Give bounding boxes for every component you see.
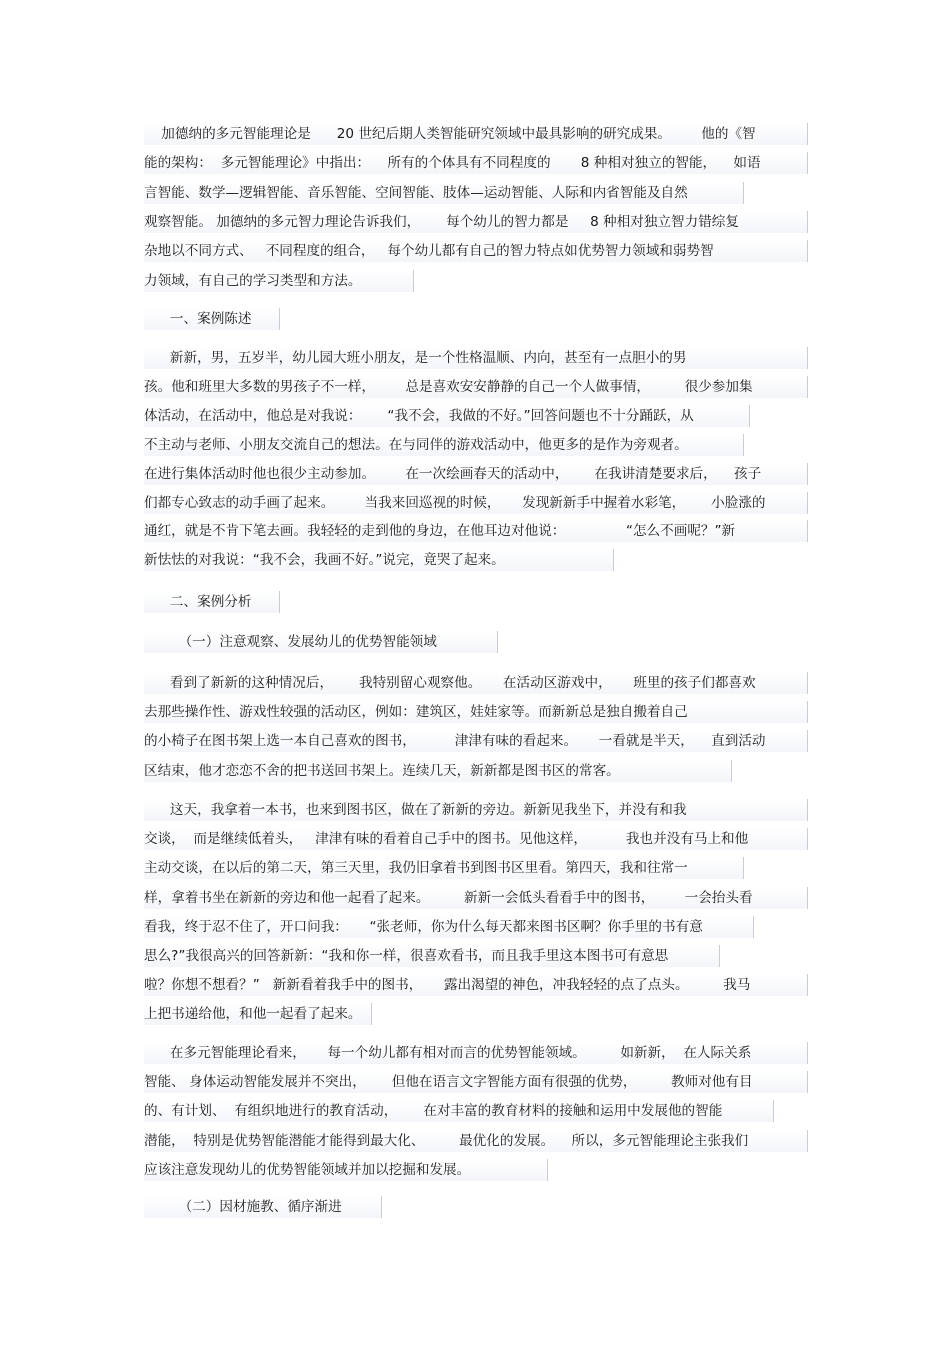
paragraph-line: 应该注意发现幼儿的优势智能领域并加以挖掘和发展。 xyxy=(144,1159,548,1181)
paragraph-line: 能的架构： 多元智能理论》中指出： 所有的个体具有不同程度的 8 种相对独立的智能， 如语 xyxy=(144,152,808,174)
paragraph-line: 的小椅子在图书架上选一本自己喜欢的图书， 津津有味的看起来。 一看就是半天， 直到活动 xyxy=(144,730,808,752)
paragraph-line: 在进行集体活动时他也很少主动参加。 在一次绘画春天的活动中， 在我讲清楚要求后， 孩子 xyxy=(144,463,808,485)
paragraph-line: 样，拿着书坐在新新的旁边和他一起看了起来。 新新一会低头看看手中的图书， 一会抬头看 xyxy=(144,887,808,909)
paragraph-line: 体活动，在活动中，他总是对我说： “我不会，我做的不好。”回答问题也不十分踊跃，从 xyxy=(144,405,750,427)
paragraph-line: 新怯怯的对我说：“我不会，我画不好。”说完，竟哭了起来。 xyxy=(144,549,614,571)
paragraph-line: 去那些操作性、游戏性较强的活动区，例如：建筑区，娃娃家等。而新新总是独自搬着自己 xyxy=(144,701,808,723)
heading-line: （一）注意观察、发展幼儿的优势智能领域 xyxy=(144,631,498,653)
paragraph-line: 加德纳的多元智能理论是 20 世纪后期人类智能研究领域中最具影响的研究成果。 他的《智 xyxy=(144,123,808,145)
paragraph-line: 言智能、数学—逻辑智能、音乐智能、空间智能、肢体—运动智能、人际和内省智能及自然 xyxy=(144,182,744,204)
paragraph-line: 智能、 身体运动智能发展并不突出， 但他在语言文字智能方面有很强的优势， 教师对他有目 xyxy=(144,1071,808,1093)
paragraph-line: 潜能， 特别是优势智能潜能才能得到最大化、 最优化的发展。 所以，多元智能理论主张我们 xyxy=(144,1130,808,1152)
heading-line: （二）因材施教、循序渐进 xyxy=(144,1196,382,1218)
paragraph-line: 在多元智能理论看来， 每一个幼儿都有相对而言的优势智能领域。 如新新， 在人际关系 xyxy=(144,1042,808,1064)
paragraph-line: 这天，我拿着一本书，也来到图书区，做在了新新的旁边。新新见我坐下，并没有和我 xyxy=(144,799,808,821)
paragraph-line: 力领域，有自己的学习类型和方法。 xyxy=(144,270,414,292)
paragraph-line: 主动交谈，在以后的第二天，第三天里，我仍旧拿着书到图书区里看。第四天，我和往常一 xyxy=(144,857,744,879)
paragraph-line: 通红，就是不肯下笔去画。我轻轻的走到他的身边，在他耳边对他说： “怎么不画呢？”新 xyxy=(144,520,808,542)
paragraph-line: 新新，男，五岁半，幼儿园大班小朋友，是一个性格温顺、内向，甚至有一点胆小的男 xyxy=(144,347,808,369)
paragraph-line: 观察智能。 加德纳的多元智力理论告诉我们， 每个幼儿的智力都是 8 种相对独立智力错综复 xyxy=(144,211,808,233)
paragraph-line: 不主动与老师、小朋友交流自己的想法。在与同伴的游戏活动中，他更多的是作为旁观者。 xyxy=(144,434,744,456)
paragraph-line: 的、有计划、 有组织地进行的教育活动， 在对丰富的教育材料的接触和运用中发展他的智能 xyxy=(144,1100,774,1122)
heading-line: 一、案例陈述 xyxy=(144,308,280,330)
paragraph-line: 杂地以不同方式、 不同程度的组合， 每个幼儿都有自己的智力特点如优势智力领域和弱势智 xyxy=(144,240,808,262)
paragraph-line: 上把书递给他，和他一起看了起来。 xyxy=(144,1003,372,1025)
paragraph-line: 看我，终于忍不住了，开口问我： “张老师，你为什么每天都来图书区啊？你手里的书有意 xyxy=(144,916,754,938)
paragraph-line: 啦？你想不想看？” 新新看着我手中的图书， 露出渴望的神色，冲我轻轻的点了点头。 我马 xyxy=(144,974,808,996)
paragraph-line: 交谈， 而是继续低着头， 津津有味的看着自己手中的图书。见他这样， 我也并没有马上和他 xyxy=(144,828,808,850)
paragraph-line: 看到了新新的这种情况后， 我特别留心观察他。 在活动区游戏中， 班里的孩子们都喜欢 xyxy=(144,672,808,694)
paragraph-line: 思么?”我很高兴的回答新新：“我和你一样，很喜欢看书，而且我手里这本图书可有意思 xyxy=(144,945,720,967)
paragraph-line: 们都专心致志的动手画了起来。 当我来回巡视的时候， 发现新新手中握着水彩笔， 小脸涨的 xyxy=(144,492,808,514)
paragraph-line: 孩。他和班里大多数的男孩子不一样， 总是喜欢安安静静的自己一个人做事情， 很少参加集 xyxy=(144,376,808,398)
heading-line: 二、案例分析 xyxy=(144,591,280,613)
paragraph-line: 区结束，他才恋恋不舍的把书送回书架上。连续几天，新新都是图书区的常客。 xyxy=(144,760,732,782)
